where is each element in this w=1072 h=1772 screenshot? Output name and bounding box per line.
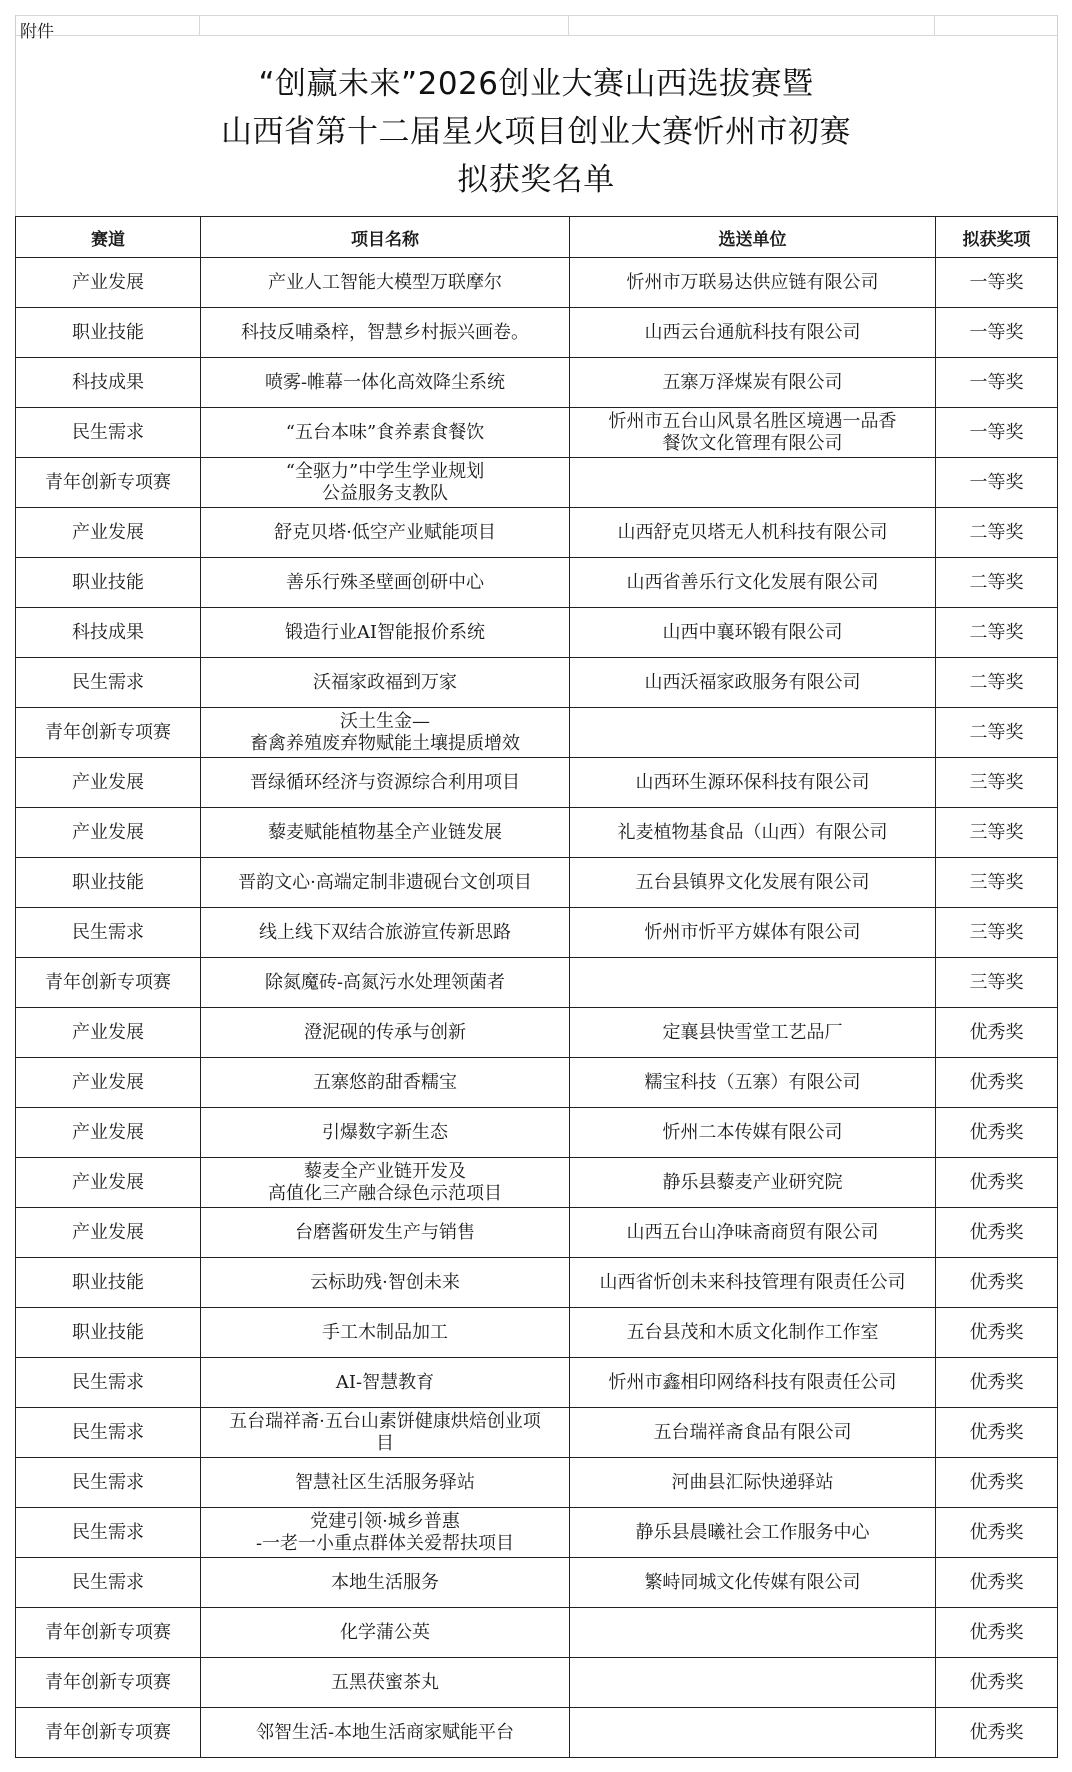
cell-project-line: 藜麦全产业链开发及 xyxy=(304,1160,466,1182)
cell-unit xyxy=(570,758,936,808)
table-row xyxy=(16,1608,1058,1658)
cell-award: 优秀奖 xyxy=(936,1058,1058,1108)
cell-project xyxy=(201,408,570,458)
table-row xyxy=(16,1108,1058,1158)
table-row xyxy=(16,908,1058,958)
cell-unit-line: 繁峙同城文化传媒有限公司 xyxy=(644,1571,861,1593)
cell-project xyxy=(201,1058,570,1108)
cell-track: 产业发展 xyxy=(16,508,201,558)
cell-project xyxy=(201,1708,570,1758)
cell-project-line: 邻智生活-本地生活商家赋能平台 xyxy=(255,1721,515,1743)
cell-unit-line: 静乐县晨曦社会工作服务中心 xyxy=(635,1521,870,1543)
cell-project xyxy=(201,908,570,958)
cell-project-line: 善乐行殊圣壁画创研中心 xyxy=(286,571,484,593)
table-row xyxy=(16,1508,1058,1558)
cell-unit-line: 山西省忻创未来科技管理有限责任公司 xyxy=(599,1271,906,1293)
cell-track: 民生需求 xyxy=(16,1408,201,1458)
cell-project-line: 化学蒲公英 xyxy=(340,1621,430,1643)
table-row xyxy=(16,608,1058,658)
cell-award: 三等奖 xyxy=(936,908,1058,958)
cell-project xyxy=(201,1408,570,1458)
cell-project-line: 公益服务支教队 xyxy=(322,482,448,504)
header-award: 拟获奖项 xyxy=(936,217,1058,258)
table-row xyxy=(16,1358,1058,1408)
cell-track: 职业技能 xyxy=(16,1258,201,1308)
cell-track: 职业技能 xyxy=(16,558,201,608)
cell-unit-line: 餐饮文化管理有限公司 xyxy=(662,432,843,454)
sheet-gridline xyxy=(15,15,1057,16)
cell-unit xyxy=(570,608,936,658)
cell-unit-line: 山西沃福家政服务有限公司 xyxy=(644,671,861,693)
cell-project-line: AI-智慧教育 xyxy=(335,1371,435,1393)
cell-project-line: -一老一小重点群体关爱帮扶项目 xyxy=(255,1532,515,1554)
cell-award: 优秀奖 xyxy=(936,1358,1058,1408)
sheet-border-right xyxy=(1057,15,1058,216)
attachment-label: 附件 xyxy=(20,22,54,42)
cell-unit xyxy=(570,808,936,858)
cell-track: 青年创新专项赛 xyxy=(16,958,201,1008)
cell-unit-line: 五台县茂和木质文化制作工作室 xyxy=(626,1321,879,1343)
cell-project xyxy=(201,608,570,658)
cell-unit xyxy=(570,508,936,558)
cell-project-line: 智慧社区生活服务驿站 xyxy=(295,1471,475,1493)
cell-unit-line: 静乐县藜麦产业研究院 xyxy=(662,1171,843,1193)
cell-award: 优秀奖 xyxy=(936,1608,1058,1658)
cell-award: 二等奖 xyxy=(936,558,1058,608)
cell-unit-line: 山西省善乐行文化发展有限公司 xyxy=(626,571,879,593)
cell-unit xyxy=(570,1658,936,1708)
table-row xyxy=(16,1558,1058,1608)
table-row xyxy=(16,408,1058,458)
cell-project xyxy=(201,1658,570,1708)
cell-project-line: 晋韵文心·高端定制非遗砚台文创项目 xyxy=(238,871,532,893)
cell-award: 优秀奖 xyxy=(936,1558,1058,1608)
cell-unit-line: 忻州市五台山风景名胜区境遇一品香 xyxy=(608,410,897,432)
cell-project xyxy=(201,1508,570,1558)
cell-project-line: 五寨悠韵甜香糯宝 xyxy=(313,1071,457,1093)
cell-award: 三等奖 xyxy=(936,808,1058,858)
cell-track: 民生需求 xyxy=(16,408,201,458)
cell-project-line: “五台本味”食养素食餐饮 xyxy=(285,421,485,443)
cell-track: 职业技能 xyxy=(16,858,201,908)
title-line-1: “创赢未来”2026创业大赛山西选拔赛暨 xyxy=(258,66,814,102)
cell-project xyxy=(201,1158,570,1208)
cell-project-line: 手工木制品加工 xyxy=(322,1321,448,1343)
cell-unit xyxy=(570,1458,936,1508)
cell-unit-line: 山西舒克贝塔无人机科技有限公司 xyxy=(617,521,888,543)
table-row xyxy=(16,1158,1058,1208)
table-row xyxy=(16,1708,1058,1758)
cell-award: 优秀奖 xyxy=(936,1508,1058,1558)
cell-track: 青年创新专项赛 xyxy=(16,1658,201,1708)
table-row xyxy=(16,258,1058,308)
cell-award: 优秀奖 xyxy=(936,1008,1058,1058)
cell-project-line: 本地生活服务 xyxy=(331,1571,439,1593)
cell-unit-line: 五台瑞祥斋食品有限公司 xyxy=(653,1421,852,1443)
cell-unit xyxy=(570,1158,936,1208)
cell-unit-line: 山西环生源环保科技有限公司 xyxy=(635,771,870,793)
cell-unit xyxy=(570,958,936,1008)
cell-award: 二等奖 xyxy=(936,608,1058,658)
sheet-gridline xyxy=(15,35,1057,36)
cell-project-line: 澄泥砚的传承与创新 xyxy=(304,1021,466,1043)
cell-unit xyxy=(570,258,936,308)
cell-award: 三等奖 xyxy=(936,858,1058,908)
cell-project xyxy=(201,308,570,358)
cell-award: 二等奖 xyxy=(936,508,1058,558)
table-row xyxy=(16,958,1058,1008)
cell-award: 优秀奖 xyxy=(936,1208,1058,1258)
cell-project-line: 锻造行业AI智能报价系统 xyxy=(284,621,486,643)
award-table xyxy=(15,216,1058,1758)
cell-project xyxy=(201,358,570,408)
header-project: 项目名称 xyxy=(201,217,570,258)
cell-track: 职业技能 xyxy=(16,1308,201,1358)
cell-track: 民生需求 xyxy=(16,908,201,958)
cell-project xyxy=(201,858,570,908)
cell-project-line: 高值化三产融合绿色示范项目 xyxy=(268,1182,502,1204)
cell-project xyxy=(201,1308,570,1358)
cell-unit xyxy=(570,658,936,708)
cell-unit-line: 忻州市鑫相印网络科技有限责任公司 xyxy=(608,1371,897,1393)
cell-project-line: 线上线下双结合旅游宣传新思路 xyxy=(259,921,511,943)
cell-project-line: 藜麦赋能植物基全产业链发展 xyxy=(268,821,502,843)
cell-unit xyxy=(570,1508,936,1558)
cell-project-line: 沃土生金— xyxy=(340,710,430,732)
sheet-gridline xyxy=(199,15,200,35)
cell-project xyxy=(201,458,570,508)
table-row xyxy=(16,758,1058,808)
sheet-gridline xyxy=(568,15,569,35)
cell-unit-line: 五台县镇界文化发展有限公司 xyxy=(635,871,870,893)
table-row xyxy=(16,1658,1058,1708)
cell-award: 一等奖 xyxy=(936,458,1058,508)
cell-unit-line: 五寨万泽煤炭有限公司 xyxy=(662,371,843,393)
cell-project xyxy=(201,1008,570,1058)
table-row xyxy=(16,858,1058,908)
cell-track: 民生需求 xyxy=(16,1458,201,1508)
table-row xyxy=(16,458,1058,508)
cell-unit xyxy=(570,1108,936,1158)
header-track: 赛道 xyxy=(16,217,201,258)
cell-unit xyxy=(570,708,936,758)
cell-track: 产业发展 xyxy=(16,808,201,858)
cell-project-line: 晋绿循环经济与资源综合利用项目 xyxy=(250,771,520,793)
cell-track: 科技成果 xyxy=(16,608,201,658)
cell-unit xyxy=(570,1608,936,1658)
table-row xyxy=(16,1008,1058,1058)
cell-project-line: 五黑茯蜜茶丸 xyxy=(331,1671,439,1693)
cell-project xyxy=(201,958,570,1008)
cell-unit xyxy=(570,1708,936,1758)
cell-unit xyxy=(570,308,936,358)
cell-track: 产业发展 xyxy=(16,258,201,308)
table-row xyxy=(16,708,1058,758)
table-row xyxy=(16,1058,1058,1108)
cell-unit-line: 忻州市万联易达供应链有限公司 xyxy=(626,271,879,293)
cell-unit xyxy=(570,458,936,508)
cell-award: 优秀奖 xyxy=(936,1308,1058,1358)
cell-award: 三等奖 xyxy=(936,958,1058,1008)
cell-track: 产业发展 xyxy=(16,758,201,808)
cell-project-line: 云标助残·智创未来 xyxy=(310,1271,460,1293)
cell-unit xyxy=(570,1058,936,1108)
cell-project-line: 目 xyxy=(376,1432,394,1454)
cell-unit-line: 忻州二本传媒有限公司 xyxy=(662,1121,843,1143)
cell-project-line: 党建引领·城乡普惠 xyxy=(310,1510,460,1532)
cell-unit-line: 山西云台通航科技有限公司 xyxy=(644,321,861,343)
cell-unit-line: 糯宝科技（五寨）有限公司 xyxy=(644,1071,861,1093)
cell-track: 产业发展 xyxy=(16,1008,201,1058)
cell-track: 产业发展 xyxy=(16,1158,201,1208)
cell-award: 优秀奖 xyxy=(936,1658,1058,1708)
cell-unit-line: 河曲县汇际快递驿站 xyxy=(671,1471,834,1493)
table-row xyxy=(16,558,1058,608)
cell-project-line: 五台瑞祥斋·五台山素饼健康烘焙创业项 xyxy=(229,1410,541,1432)
cell-unit-line: 定襄县快雪堂工艺品厂 xyxy=(662,1021,843,1043)
cell-unit-line: 礼麦植物基食品（山西）有限公司 xyxy=(617,821,888,843)
cell-unit xyxy=(570,558,936,608)
cell-award: 一等奖 xyxy=(936,408,1058,458)
cell-track: 产业发展 xyxy=(16,1058,201,1108)
cell-project xyxy=(201,808,570,858)
cell-unit xyxy=(570,358,936,408)
cell-track: 民生需求 xyxy=(16,1558,201,1608)
table-row xyxy=(16,308,1058,358)
cell-award: 优秀奖 xyxy=(936,1708,1058,1758)
cell-project-line: 沃福家政福到万家 xyxy=(313,671,457,693)
cell-project xyxy=(201,1208,570,1258)
cell-project-line: 除氮魔砖-高氮污水处理领菌者 xyxy=(264,971,506,993)
cell-project xyxy=(201,508,570,558)
cell-track: 青年创新专项赛 xyxy=(16,458,201,508)
title-line-2: 山西省第十二届星火项目创业大赛忻州市初赛 xyxy=(221,114,851,150)
cell-award: 优秀奖 xyxy=(936,1258,1058,1308)
cell-track: 民生需求 xyxy=(16,658,201,708)
cell-unit xyxy=(570,1008,936,1058)
table-body xyxy=(16,258,1058,1758)
cell-project xyxy=(201,1558,570,1608)
cell-project xyxy=(201,1358,570,1408)
cell-unit xyxy=(570,1558,936,1608)
cell-track: 产业发展 xyxy=(16,1108,201,1158)
cell-track: 民生需求 xyxy=(16,1508,201,1558)
cell-project-line: 喷雾-帷幕一体化高效降尘系统 xyxy=(264,371,506,393)
cell-award: 一等奖 xyxy=(936,308,1058,358)
cell-project xyxy=(201,558,570,608)
cell-track: 科技成果 xyxy=(16,358,201,408)
cell-unit xyxy=(570,858,936,908)
cell-award: 三等奖 xyxy=(936,758,1058,808)
header-unit: 选送单位 xyxy=(570,217,936,258)
table-row xyxy=(16,508,1058,558)
cell-project-line: 科技反哺桑梓，智慧乡村振兴画卷。 xyxy=(241,321,529,343)
table-row xyxy=(16,1258,1058,1308)
cell-project xyxy=(201,708,570,758)
title-line-3: 拟获奖名单 xyxy=(457,162,615,198)
cell-project-line: 舒克贝塔·低空产业赋能项目 xyxy=(274,521,496,543)
cell-unit xyxy=(570,1208,936,1258)
cell-project xyxy=(201,1608,570,1658)
cell-project xyxy=(201,658,570,708)
table-row xyxy=(16,1408,1058,1458)
cell-award: 优秀奖 xyxy=(936,1158,1058,1208)
cell-project-line: 引爆数字新生态 xyxy=(322,1121,448,1143)
cell-track: 青年创新专项赛 xyxy=(16,1608,201,1658)
cell-unit xyxy=(570,1308,936,1358)
cell-unit xyxy=(570,908,936,958)
table-row xyxy=(16,1208,1058,1258)
cell-award: 一等奖 xyxy=(936,258,1058,308)
cell-track: 青年创新专项赛 xyxy=(16,708,201,758)
cell-project-line: 台磨酱研发生产与销售 xyxy=(295,1221,475,1243)
cell-unit xyxy=(570,1408,936,1458)
cell-project xyxy=(201,1108,570,1158)
cell-unit-line: 山西中襄环锻有限公司 xyxy=(662,621,843,643)
table-header-row xyxy=(16,217,1058,258)
cell-award: 二等奖 xyxy=(936,708,1058,758)
cell-award: 优秀奖 xyxy=(936,1458,1058,1508)
document-title xyxy=(15,60,1057,204)
cell-unit-line: 山西五台山净味斋商贸有限公司 xyxy=(626,1221,879,1243)
cell-project-line: “全驱力”中学生学业规划 xyxy=(285,460,485,482)
cell-award: 优秀奖 xyxy=(936,1408,1058,1458)
cell-unit xyxy=(570,1258,936,1308)
cell-unit xyxy=(570,1358,936,1408)
cell-track: 职业技能 xyxy=(16,308,201,358)
cell-award: 二等奖 xyxy=(936,658,1058,708)
cell-unit-line: 忻州市忻平方媒体有限公司 xyxy=(644,921,861,943)
table-row xyxy=(16,658,1058,708)
cell-project-line: 产业人工智能大模型万联摩尔 xyxy=(268,271,502,293)
cell-project xyxy=(201,758,570,808)
cell-project xyxy=(201,1458,570,1508)
table-row xyxy=(16,1308,1058,1358)
cell-project xyxy=(201,1258,570,1308)
cell-track: 产业发展 xyxy=(16,1208,201,1258)
cell-track: 青年创新专项赛 xyxy=(16,1708,201,1758)
cell-unit xyxy=(570,408,936,458)
cell-track: 民生需求 xyxy=(16,1358,201,1408)
cell-project-line: 畜禽养殖废弃物赋能土壤提质增效 xyxy=(250,732,520,754)
table-row xyxy=(16,358,1058,408)
cell-project xyxy=(201,258,570,308)
sheet-gridline xyxy=(934,15,935,35)
table-row xyxy=(16,1458,1058,1508)
cell-award: 优秀奖 xyxy=(936,1108,1058,1158)
table-row xyxy=(16,808,1058,858)
cell-award: 一等奖 xyxy=(936,358,1058,408)
